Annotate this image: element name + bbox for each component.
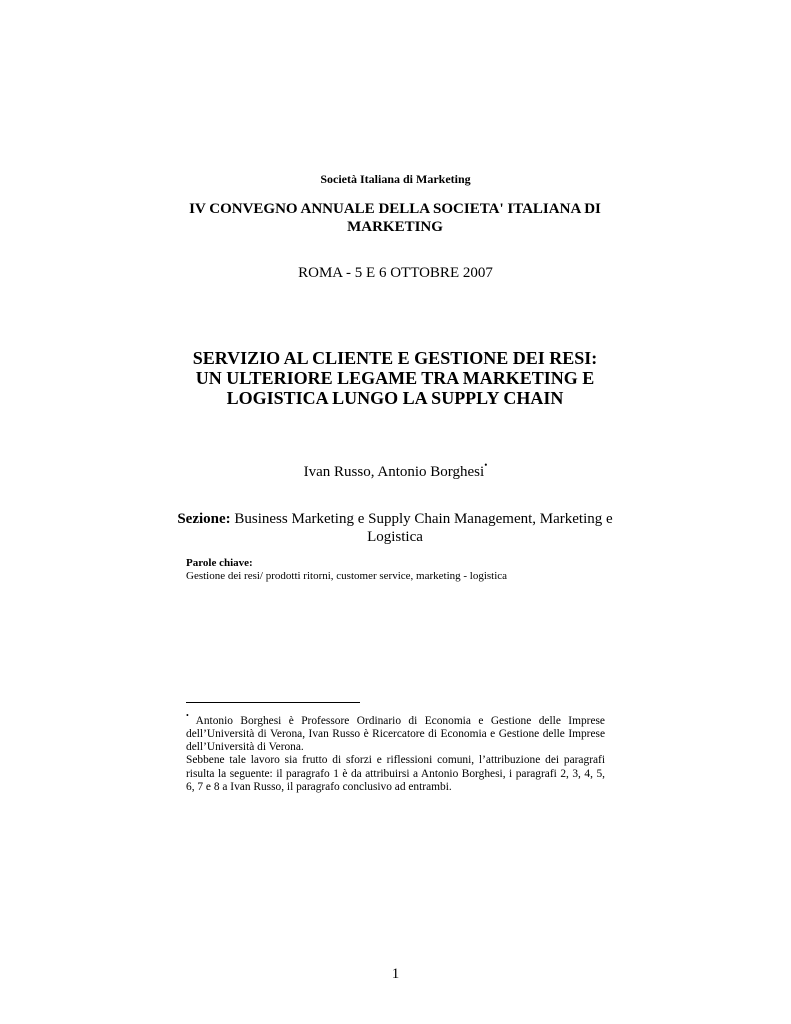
footnote [186,710,605,794]
section-block [170,510,620,546]
conference-title: IV CONVEGNO ANNUALE DELLA SOCIETA' ITALIANA DI MARKETING [189,201,601,235]
keywords-block [186,557,626,583]
authors: Ivan Russo, Antonio Borghesi [303,464,485,480]
footnote-paragraph-1 [186,710,605,754]
paper-title-line-3: LOGISTICA LUNGO LA SUPPLY CHAIN [226,388,564,408]
authors-line [0,462,791,481]
society-name: Società Italiana di Marketing [320,172,471,186]
page-number: 1 [391,966,400,982]
conference-venue-date: ROMA - 5 E 6 OTTOBRE 2007 [298,265,493,281]
keywords-label: Parole chiave: [186,557,253,569]
section-value: Business Marketing e Supply Chain Management, Marketing e Logistica [234,511,613,545]
footnote-text-1: Antonio Borghesi è Professore Ordinario di Economia e Gestione delle Imprese dell’Università di Verona, Ivan Russo è Ricercatore di Economia e Gestione delle Imprese dell’Università di Verona. [186,714,605,754]
paper-title-line-2: UN ULTERIORE LEGAME TRA MARKETING E [195,368,595,388]
footnote-separator [186,702,360,703]
paper-title [160,348,630,408]
footnote-marker: • [186,711,189,720]
paper-title-line-1: SERVIZIO AL CLIENTE E GESTIONE DEI RESI: [192,348,598,368]
section-label: Sezione: [177,511,231,527]
author-footnote-marker: • [484,460,488,470]
keywords-value: Gestione dei resi/ prodotti ritorni, customer service, marketing - logistica [186,570,508,582]
footnote-paragraph-2: Sebbene tale lavoro sia frutto di sforzi e riflessioni comuni, l’attribuzione dei paragrafi risulta la seguente: il paragrafo 1 è da attribuirsi a Antonio Borghesi, i paragrafi 2, 3, 4, 5, 6, 7 e 8 a Ivan Russo, il paragrafo conclusivo ad entrambi. [186,754,605,793]
